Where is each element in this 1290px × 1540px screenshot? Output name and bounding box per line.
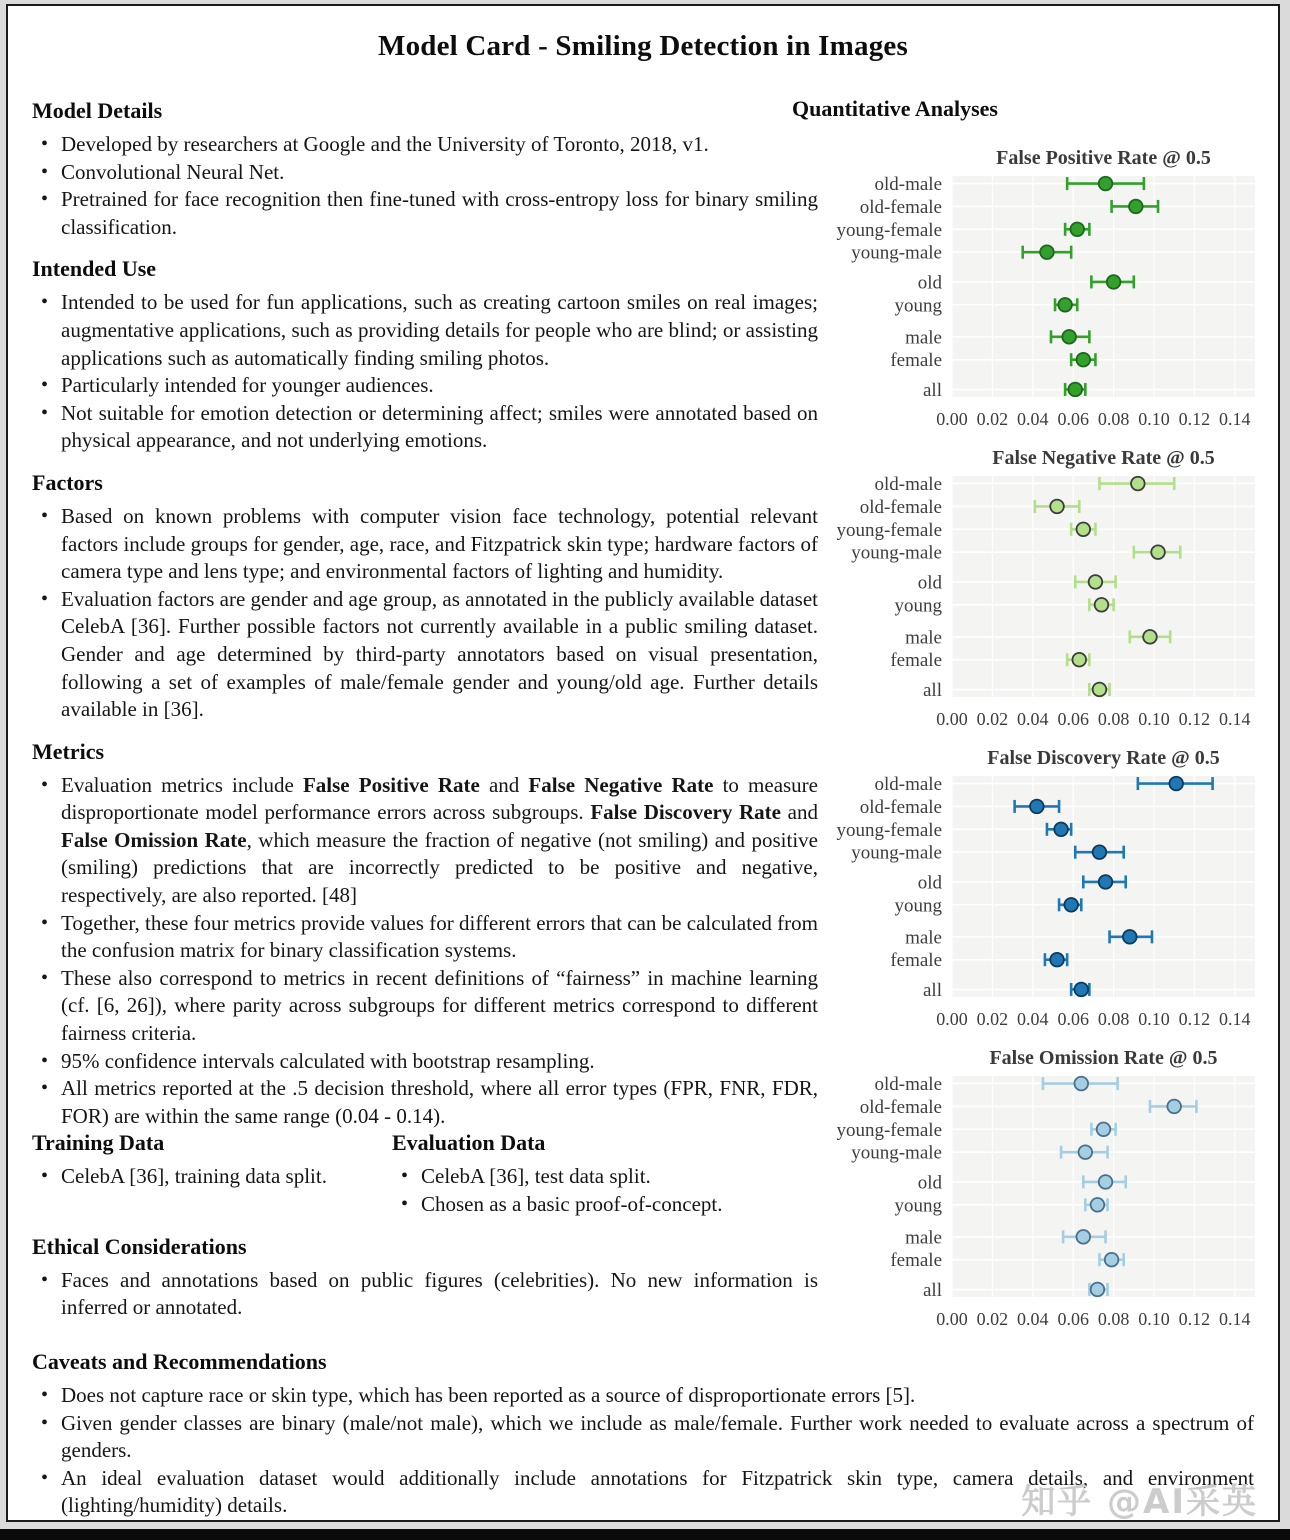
evaluation-data-section bbox=[392, 1130, 818, 1218]
svg-text:0.12: 0.12 bbox=[1178, 409, 1211, 429]
bullet-item: • Does not capture race or skin type, which has been reported as a source of disproportionate errors [5]. bbox=[32, 1382, 1254, 1410]
svg-text:0.02: 0.02 bbox=[976, 709, 1009, 729]
chart-false-omission-rate-0-5 bbox=[792, 1032, 1270, 1332]
section-heading-metrics: Metrics bbox=[32, 738, 105, 764]
svg-text:0.02: 0.02 bbox=[976, 1309, 1009, 1329]
svg-text:0.14: 0.14 bbox=[1219, 709, 1251, 729]
charts-container bbox=[792, 132, 1270, 1332]
svg-text:female: female bbox=[890, 350, 942, 372]
ethical-considerations-list bbox=[32, 1267, 818, 1322]
svg-text:0.00: 0.00 bbox=[936, 1009, 968, 1029]
svg-text:old-female: old-female bbox=[859, 496, 942, 518]
factors-list bbox=[32, 503, 818, 724]
svg-text:False Discovery Rate @ 0.5: False Discovery Rate @ 0.5 bbox=[987, 747, 1220, 769]
chart-false-discovery-rate-0-5 bbox=[792, 732, 1270, 1032]
svg-text:young-male: young-male bbox=[851, 542, 942, 564]
svg-text:0.02: 0.02 bbox=[976, 1009, 1009, 1029]
bullet-item: • These also correspond to metrics in recent definitions of “fairness” in machine learning (cf. [6, 26]), where parity across subgroups for different metrics correspond to different fairness criteria. bbox=[32, 965, 818, 1048]
svg-text:female: female bbox=[890, 650, 942, 672]
section-heading-quantitative-analyses: Quantitative Analyses bbox=[792, 96, 998, 121]
svg-text:0.04: 0.04 bbox=[1017, 709, 1049, 729]
svg-text:False Omission Rate @ 0.5: False Omission Rate @ 0.5 bbox=[989, 1047, 1218, 1069]
page-title: Model Card - Smiling Detection in Images bbox=[378, 30, 908, 62]
svg-text:0.00: 0.00 bbox=[936, 1309, 968, 1329]
svg-text:old-female: old-female bbox=[859, 796, 942, 818]
svg-text:young-male: young-male bbox=[851, 842, 942, 864]
svg-text:0.08: 0.08 bbox=[1097, 1009, 1130, 1029]
bullet-item: • Convolutional Neural Net. bbox=[32, 159, 818, 187]
svg-text:False Positive Rate @ 0.5: False Positive Rate @ 0.5 bbox=[996, 147, 1211, 169]
intended-use-list bbox=[32, 289, 818, 455]
section-heading-model-details: Model Details bbox=[32, 98, 163, 123]
bullet-item: • An ideal evaluation dataset would additionally include annotations for Fitzpatrick skin type, camera details, and environment (lighting/humidity) details. bbox=[32, 1465, 1254, 1520]
svg-text:young: young bbox=[894, 1195, 942, 1217]
bullet-item: • Chosen as a basic proof-of-concept. bbox=[392, 1191, 818, 1219]
svg-text:old-male: old-male bbox=[874, 174, 942, 196]
svg-text:old: old bbox=[917, 1172, 942, 1194]
chart-false-positive-rate-0-5 bbox=[792, 132, 1270, 432]
model-details-list bbox=[32, 131, 818, 241]
svg-text:old-female: old-female bbox=[859, 196, 942, 218]
svg-text:0.14: 0.14 bbox=[1219, 1309, 1251, 1329]
section-heading-caveats: Caveats and Recommendations bbox=[32, 1349, 327, 1374]
svg-text:old-female: old-female bbox=[859, 1096, 942, 1118]
section-heading-evaluation-data: Evaluation Data bbox=[392, 1130, 546, 1156]
svg-text:0.04: 0.04 bbox=[1017, 1309, 1049, 1329]
svg-text:0.12: 0.12 bbox=[1178, 1009, 1211, 1029]
svg-text:male: male bbox=[905, 1227, 942, 1249]
bottom-black-bar bbox=[0, 1529, 1290, 1540]
svg-text:0.04: 0.04 bbox=[1017, 1009, 1049, 1029]
bullet-item: • Evaluation metrics include False Positive Rate and False Negative Rate to measure disproportionate model performance errors across subgroups. False Discovery Rate and False Omission Rate, which measure the fraction of negative (not smiling) and positive (smiling) predictions that are incorrectly predicted to be positive and negative, respectively, are also reported. [48] bbox=[32, 772, 818, 910]
svg-text:female: female bbox=[890, 1250, 942, 1272]
document-sheet bbox=[6, 4, 1280, 1522]
svg-text:0.06: 0.06 bbox=[1057, 409, 1089, 429]
bullet-item: • Developed by researchers at Google and the University of Toronto, 2018, v1. bbox=[32, 131, 818, 159]
svg-text:0.10: 0.10 bbox=[1138, 709, 1170, 729]
svg-text:0.00: 0.00 bbox=[936, 709, 968, 729]
svg-text:young-male: young-male bbox=[851, 1142, 942, 1164]
svg-text:male: male bbox=[905, 327, 942, 349]
svg-text:0.08: 0.08 bbox=[1097, 1309, 1130, 1329]
bullet-item: • CelebA [36], test data split. bbox=[392, 1163, 818, 1191]
svg-text:young-male: young-male bbox=[851, 242, 942, 264]
svg-text:old: old bbox=[917, 572, 942, 594]
svg-text:0.08: 0.08 bbox=[1097, 709, 1130, 729]
bullet-item: • Evaluation factors are gender and age group, as annotated in the publicly available dataset CelebA [36]. Further possible factors not currently available in a public smiling dataset. Gender and age determined by third-party annotators based on visual presentation, following a set of examples of male/female gender and young/old age. Further details available in [36]. bbox=[32, 586, 818, 724]
bullet-item: • Together, these four metrics provide values for different errors that can be calculated from the confusion matrix for binary classification systems. bbox=[32, 910, 818, 965]
svg-text:young-female: young-female bbox=[836, 819, 942, 841]
svg-text:young: young bbox=[894, 295, 942, 317]
svg-text:female: female bbox=[890, 950, 942, 972]
svg-text:0.06: 0.06 bbox=[1057, 1009, 1089, 1029]
svg-text:old-male: old-male bbox=[874, 474, 942, 496]
bullet-item: • Faces and annotations based on public figures (celebrities). No new information is inferred or annotated. bbox=[32, 1267, 818, 1322]
svg-text:0.06: 0.06 bbox=[1057, 709, 1089, 729]
section-heading-factors: Factors bbox=[32, 469, 103, 495]
training-data-list bbox=[32, 1163, 392, 1191]
bullet-item: • All metrics reported at the .5 decision threshold, where all error types (FPR, FNR, FDR, FOR) are within the same range (0.04 - 0.14). bbox=[32, 1075, 818, 1130]
svg-text:old-male: old-male bbox=[874, 1074, 942, 1096]
bullet-item: • Pretrained for face recognition then fine-tuned with cross-entropy loss for binary smiling classification. bbox=[32, 186, 818, 241]
quantitative-analyses-column bbox=[792, 96, 1270, 1332]
bullet-item: • Given gender classes are binary (male/not male), which we include as male/female. Further work needed to evaluate across a spectrum of genders. bbox=[32, 1410, 1254, 1465]
svg-text:0.02: 0.02 bbox=[976, 409, 1009, 429]
watermark: 知乎 @AI采英 bbox=[1021, 1482, 1258, 1522]
svg-text:all: all bbox=[923, 1279, 942, 1301]
svg-text:0.12: 0.12 bbox=[1178, 709, 1211, 729]
svg-text:old-male: old-male bbox=[874, 774, 942, 796]
svg-text:old: old bbox=[917, 872, 942, 894]
svg-text:all: all bbox=[923, 679, 942, 701]
bullet-item: • Not suitable for emotion detection or determining affect; smiles were annotated based on physical appearance, and not underlying emotions. bbox=[32, 400, 818, 455]
svg-text:male: male bbox=[905, 627, 942, 649]
svg-text:0.00: 0.00 bbox=[936, 409, 968, 429]
svg-text:young: young bbox=[894, 895, 942, 917]
svg-text:0.10: 0.10 bbox=[1138, 1309, 1170, 1329]
svg-text:0.14: 0.14 bbox=[1219, 409, 1251, 429]
svg-text:0.08: 0.08 bbox=[1097, 409, 1130, 429]
bullet-item: • Based on known problems with computer vision face technology, potential relevant factors include groups for gender, age, race, and Fitzpatrick skin type; hardware factors of camera type and lens type; and environmental factors of lighting and humidity. bbox=[32, 503, 818, 586]
bullet-item: • CelebA [36], training data split. bbox=[32, 1163, 392, 1191]
svg-text:young-female: young-female bbox=[836, 519, 942, 541]
training-data-section bbox=[32, 1130, 392, 1218]
data-sections-row bbox=[32, 1130, 818, 1218]
svg-text:old: old bbox=[917, 272, 942, 294]
left-column bbox=[32, 98, 818, 1322]
bullet-item: • 95% confidence intervals calculated with bootstrap resampling. bbox=[32, 1048, 818, 1076]
metrics-list bbox=[32, 772, 818, 1131]
section-heading-intended-use: Intended Use bbox=[32, 256, 157, 282]
svg-text:0.10: 0.10 bbox=[1138, 1009, 1170, 1029]
svg-text:0.10: 0.10 bbox=[1138, 409, 1170, 429]
bullet-item: • Intended to be used for fun applications, such as creating cartoon smiles on real images; augmentative applications, such as providing details for people who are blind; or assisting applications such as automatically finding smiling photos. bbox=[32, 289, 818, 372]
section-heading-training-data: Training Data bbox=[32, 1130, 165, 1156]
svg-text:False Negative Rate @ 0.5: False Negative Rate @ 0.5 bbox=[992, 447, 1215, 469]
evaluation-data-list bbox=[392, 1163, 818, 1218]
chart-false-negative-rate-0-5 bbox=[792, 432, 1270, 732]
svg-text:0.04: 0.04 bbox=[1017, 409, 1049, 429]
section-heading-ethical-considerations: Ethical Considerations bbox=[32, 1233, 247, 1259]
svg-text:young-female: young-female bbox=[836, 219, 942, 241]
svg-text:0.14: 0.14 bbox=[1219, 1009, 1251, 1029]
svg-text:all: all bbox=[923, 379, 942, 401]
svg-text:all: all bbox=[923, 979, 942, 1001]
svg-text:0.12: 0.12 bbox=[1178, 1309, 1211, 1329]
svg-text:young-female: young-female bbox=[836, 1119, 942, 1141]
svg-text:0.06: 0.06 bbox=[1057, 1309, 1089, 1329]
bullet-item: • Particularly intended for younger audiences. bbox=[32, 372, 818, 400]
svg-text:young: young bbox=[894, 595, 942, 617]
svg-text:male: male bbox=[905, 927, 942, 949]
